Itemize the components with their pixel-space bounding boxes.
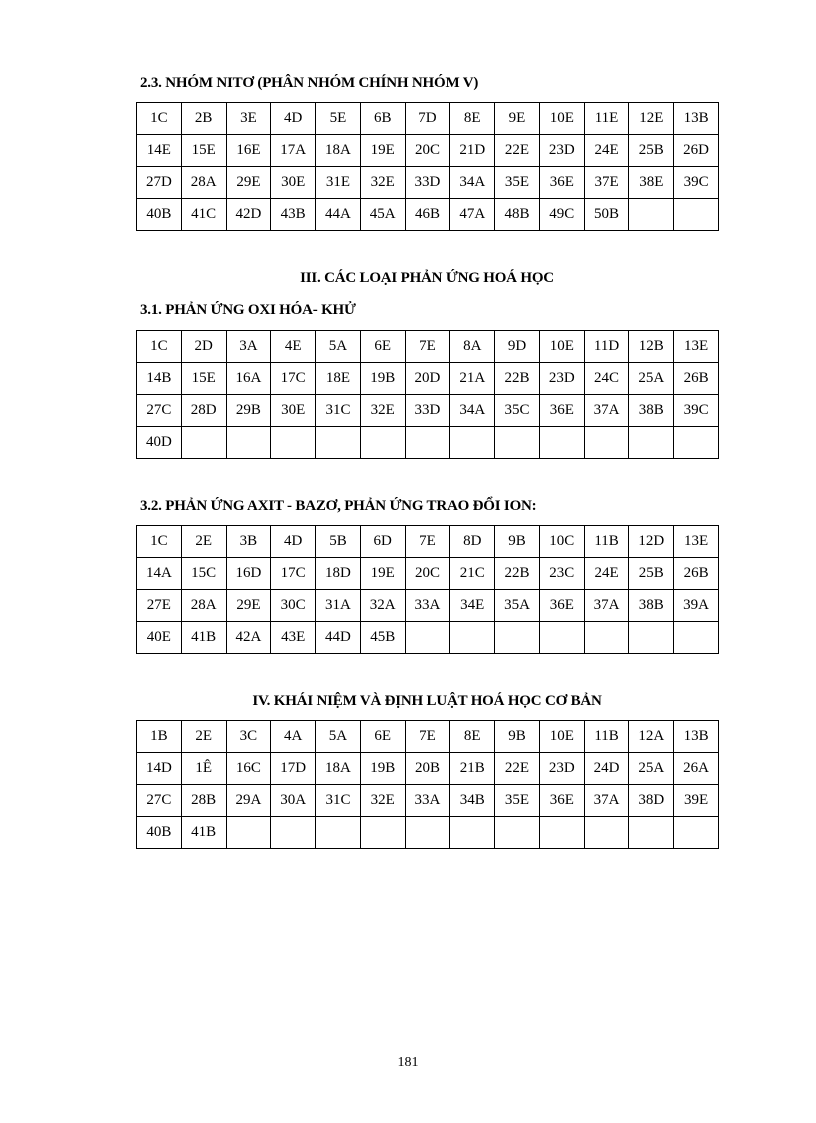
answer-cell: 39C: [674, 395, 719, 427]
answer-cell: 18A: [316, 753, 361, 785]
answer-cell: 20C: [405, 558, 450, 590]
table-row: [137, 199, 719, 231]
answer-cell: 39C: [674, 167, 719, 199]
answer-cell: 32A: [360, 590, 405, 622]
answer-cell: 31C: [316, 785, 361, 817]
answer-cell: 35A: [495, 590, 540, 622]
answer-cell: 13B: [674, 103, 719, 135]
answer-cell: 21D: [450, 135, 495, 167]
answer-cell: 28A: [181, 590, 226, 622]
answer-cell: 33A: [405, 590, 450, 622]
answer-cell: [584, 622, 629, 654]
answer-cell: 31E: [316, 167, 361, 199]
table-row: [137, 753, 719, 785]
answer-cell: 17A: [271, 135, 316, 167]
answer-cell: 20B: [405, 753, 450, 785]
answer-cell: 40B: [137, 817, 182, 849]
answer-cell: [629, 622, 674, 654]
answer-cell: 40D: [137, 427, 182, 459]
answer-cell: [405, 817, 450, 849]
table-row: [137, 558, 719, 590]
answer-table-3-1: [136, 330, 719, 459]
answer-cell: 27E: [137, 590, 182, 622]
answer-cell: 15E: [181, 363, 226, 395]
table-row: [137, 103, 719, 135]
answer-cell: 14D: [137, 753, 182, 785]
answer-cell: 40E: [137, 622, 182, 654]
answer-cell: [316, 817, 361, 849]
answer-cell: 6E: [360, 721, 405, 753]
answer-cell: 11B: [584, 721, 629, 753]
answer-cell: 3A: [226, 331, 271, 363]
answer-cell: 47A: [450, 199, 495, 231]
answer-cell: 17C: [271, 363, 316, 395]
answer-cell: 26A: [674, 753, 719, 785]
answer-cell: 23D: [539, 753, 584, 785]
answer-cell: 16D: [226, 558, 271, 590]
answer-cell: 16C: [226, 753, 271, 785]
answer-cell: [674, 622, 719, 654]
answer-cell: 13E: [674, 331, 719, 363]
answer-cell: 50B: [584, 199, 629, 231]
answer-cell: 21B: [450, 753, 495, 785]
answer-cell: 28D: [181, 395, 226, 427]
answer-cell: 9B: [495, 721, 540, 753]
answer-cell: 7E: [405, 331, 450, 363]
answer-cell: 34A: [450, 167, 495, 199]
answer-cell: [539, 427, 584, 459]
answer-cell: 2E: [181, 526, 226, 558]
answer-cell: 9E: [495, 103, 540, 135]
answer-cell: [674, 817, 719, 849]
answer-cell: 9B: [495, 526, 540, 558]
answer-cell: 22B: [495, 558, 540, 590]
answer-cell: 46B: [405, 199, 450, 231]
answer-cell: 42D: [226, 199, 271, 231]
answer-cell: [539, 817, 584, 849]
answer-cell: 39E: [674, 785, 719, 817]
answer-cell: 4A: [271, 721, 316, 753]
answer-cell: 8E: [450, 721, 495, 753]
answer-cell: 40B: [137, 199, 182, 231]
answer-cell: 1C: [137, 526, 182, 558]
answer-cell: 29E: [226, 590, 271, 622]
answer-cell: 16E: [226, 135, 271, 167]
section-heading-3-1: 3.1. PHẢN ỨNG OXI HÓA- KHỬ: [140, 302, 356, 318]
answer-cell: 10C: [539, 526, 584, 558]
answer-cell: 18E: [316, 363, 361, 395]
answer-cell: 35C: [495, 395, 540, 427]
answer-cell: 43B: [271, 199, 316, 231]
answer-cell: 2E: [181, 721, 226, 753]
answer-table-4: [136, 720, 719, 849]
answer-cell: [226, 817, 271, 849]
answer-cell: 35E: [495, 785, 540, 817]
answer-cell: 27D: [137, 167, 182, 199]
answer-cell: [674, 199, 719, 231]
table-row: [137, 721, 719, 753]
answer-cell: 44A: [316, 199, 361, 231]
answer-cell: 15E: [181, 135, 226, 167]
answer-cell: 7E: [405, 526, 450, 558]
section-heading-3-2: 3.2. PHẢN ỨNG AXIT - BAZƠ, PHẢN ỨNG TRAO ĐỔI ION:: [140, 498, 537, 514]
answer-cell: 37A: [584, 590, 629, 622]
answer-cell: 41B: [181, 622, 226, 654]
answer-cell: 44D: [316, 622, 361, 654]
answer-cell: [539, 622, 584, 654]
table-row: [137, 167, 719, 199]
answer-cell: 41C: [181, 199, 226, 231]
answer-cell: 24E: [584, 558, 629, 590]
answer-cell: 32E: [360, 167, 405, 199]
answer-cell: 22E: [495, 135, 540, 167]
answer-table-3-2: [136, 525, 719, 654]
answer-cell: 10E: [539, 721, 584, 753]
answer-cell: 10E: [539, 331, 584, 363]
answer-cell: 9D: [495, 331, 540, 363]
answer-cell: 19E: [360, 135, 405, 167]
answer-cell: 5E: [316, 103, 361, 135]
answer-cell: 4E: [271, 331, 316, 363]
table-row: [137, 135, 719, 167]
answer-cell: 14E: [137, 135, 182, 167]
answer-cell: 5B: [316, 526, 361, 558]
answer-cell: 18A: [316, 135, 361, 167]
page-number: 181: [397, 1055, 419, 1070]
answer-cell: 11D: [584, 331, 629, 363]
answer-cell: 23C: [539, 558, 584, 590]
table-row: [137, 622, 719, 654]
answer-cell: [450, 817, 495, 849]
answer-cell: 1C: [137, 331, 182, 363]
answer-cell: 13E: [674, 526, 719, 558]
answer-cell: 19B: [360, 753, 405, 785]
part-heading-4: IV. KHÁI NIỆM VÀ ĐỊNH LUẬT HOÁ HỌC CƠ BẢN: [252, 693, 602, 709]
answer-cell: 16A: [226, 363, 271, 395]
answer-cell: 1Ê: [181, 753, 226, 785]
answer-cell: 30A: [271, 785, 316, 817]
answer-cell: 45B: [360, 622, 405, 654]
answer-cell: [584, 817, 629, 849]
answer-cell: 8E: [450, 103, 495, 135]
answer-cell: 48B: [495, 199, 540, 231]
answer-cell: 19E: [360, 558, 405, 590]
answer-cell: 23D: [539, 363, 584, 395]
answer-cell: 4D: [271, 526, 316, 558]
answer-cell: [495, 817, 540, 849]
answer-cell: 25B: [629, 135, 674, 167]
answer-cell: 33D: [405, 395, 450, 427]
answer-cell: 7E: [405, 721, 450, 753]
answer-cell: 18D: [316, 558, 361, 590]
answer-cell: 4D: [271, 103, 316, 135]
answer-cell: 36E: [539, 590, 584, 622]
answer-cell: 12E: [629, 103, 674, 135]
answer-cell: 14B: [137, 363, 182, 395]
answer-cell: [226, 427, 271, 459]
answer-cell: 20D: [405, 363, 450, 395]
table-row: [137, 590, 719, 622]
answer-cell: 14A: [137, 558, 182, 590]
table-row: [137, 363, 719, 395]
answer-cell: 12D: [629, 526, 674, 558]
answer-cell: 30E: [271, 395, 316, 427]
table-row: [137, 331, 719, 363]
answer-cell: 38B: [629, 395, 674, 427]
answer-cell: 30C: [271, 590, 316, 622]
answer-cell: [495, 622, 540, 654]
answer-cell: 29A: [226, 785, 271, 817]
answer-cell: 5A: [316, 721, 361, 753]
answer-cell: 25A: [629, 363, 674, 395]
answer-cell: 3E: [226, 103, 271, 135]
answer-cell: 15C: [181, 558, 226, 590]
answer-cell: 35E: [495, 167, 540, 199]
answer-cell: 11B: [584, 526, 629, 558]
answer-cell: 38B: [629, 590, 674, 622]
answer-cell: 28A: [181, 167, 226, 199]
answer-cell: 24D: [584, 753, 629, 785]
answer-cell: [584, 427, 629, 459]
answer-cell: [271, 817, 316, 849]
answer-cell: [271, 427, 316, 459]
answer-cell: 21C: [450, 558, 495, 590]
answer-cell: 10E: [539, 103, 584, 135]
answer-cell: 6E: [360, 331, 405, 363]
answer-cell: 1B: [137, 721, 182, 753]
answer-cell: 32E: [360, 785, 405, 817]
answer-cell: 29B: [226, 395, 271, 427]
answer-cell: [629, 817, 674, 849]
answer-cell: 17C: [271, 558, 316, 590]
answer-cell: 45A: [360, 199, 405, 231]
answer-cell: 3B: [226, 526, 271, 558]
answer-cell: 33D: [405, 167, 450, 199]
answer-cell: [450, 427, 495, 459]
answer-cell: 29E: [226, 167, 271, 199]
answer-cell: 22B: [495, 363, 540, 395]
answer-cell: [181, 427, 226, 459]
answer-cell: 33A: [405, 785, 450, 817]
answer-cell: [405, 622, 450, 654]
table-row: [137, 427, 719, 459]
answer-cell: 26B: [674, 558, 719, 590]
section-heading-2-3: 2.3. NHÓM NITƠ (PHÂN NHÓM CHÍNH NHÓM V): [140, 75, 479, 91]
answer-cell: 30E: [271, 167, 316, 199]
answer-cell: 37A: [584, 785, 629, 817]
answer-cell: 42A: [226, 622, 271, 654]
answer-cell: 23D: [539, 135, 584, 167]
answer-cell: 2B: [181, 103, 226, 135]
answer-cell: 7D: [405, 103, 450, 135]
table-row: [137, 817, 719, 849]
answer-cell: 12A: [629, 721, 674, 753]
answer-cell: 34A: [450, 395, 495, 427]
answer-cell: [360, 427, 405, 459]
answer-cell: 37E: [584, 167, 629, 199]
answer-cell: 34E: [450, 590, 495, 622]
answer-cell: 19B: [360, 363, 405, 395]
answer-cell: 43E: [271, 622, 316, 654]
answer-cell: [495, 427, 540, 459]
answer-cell: 6D: [360, 526, 405, 558]
answer-cell: 12B: [629, 331, 674, 363]
answer-cell: 24E: [584, 135, 629, 167]
answer-cell: 41B: [181, 817, 226, 849]
answer-cell: 1C: [137, 103, 182, 135]
answer-cell: [629, 199, 674, 231]
answer-cell: 34B: [450, 785, 495, 817]
answer-cell: 25B: [629, 558, 674, 590]
answer-cell: 17D: [271, 753, 316, 785]
answer-cell: 25A: [629, 753, 674, 785]
answer-cell: 37A: [584, 395, 629, 427]
answer-table-2-3: [136, 102, 719, 231]
answer-cell: 22E: [495, 753, 540, 785]
answer-cell: 36E: [539, 395, 584, 427]
answer-cell: 36E: [539, 785, 584, 817]
answer-cell: 8D: [450, 526, 495, 558]
answer-cell: 28B: [181, 785, 226, 817]
answer-cell: 39A: [674, 590, 719, 622]
answer-cell: 8A: [450, 331, 495, 363]
answer-cell: 20C: [405, 135, 450, 167]
answer-cell: [316, 427, 361, 459]
table-row: [137, 526, 719, 558]
answer-cell: 38E: [629, 167, 674, 199]
answer-cell: 2D: [181, 331, 226, 363]
answer-cell: 38D: [629, 785, 674, 817]
answer-cell: 21A: [450, 363, 495, 395]
answer-cell: 26B: [674, 363, 719, 395]
answer-cell: 31A: [316, 590, 361, 622]
answer-cell: 5A: [316, 331, 361, 363]
part-heading-3: III. CÁC LOẠI PHẢN ỨNG HOÁ HỌC: [300, 270, 554, 286]
answer-cell: 13B: [674, 721, 719, 753]
answer-cell: [450, 622, 495, 654]
answer-cell: 3C: [226, 721, 271, 753]
answer-cell: [629, 427, 674, 459]
answer-cell: 26D: [674, 135, 719, 167]
answer-cell: 31C: [316, 395, 361, 427]
answer-cell: 32E: [360, 395, 405, 427]
answer-cell: [674, 427, 719, 459]
answer-cell: 49C: [539, 199, 584, 231]
answer-cell: 24C: [584, 363, 629, 395]
answer-cell: [405, 427, 450, 459]
answer-cell: 36E: [539, 167, 584, 199]
answer-cell: 11E: [584, 103, 629, 135]
table-row: [137, 395, 719, 427]
answer-cell: 27C: [137, 785, 182, 817]
answer-cell: 27C: [137, 395, 182, 427]
answer-cell: 6B: [360, 103, 405, 135]
table-row: [137, 785, 719, 817]
answer-cell: [360, 817, 405, 849]
